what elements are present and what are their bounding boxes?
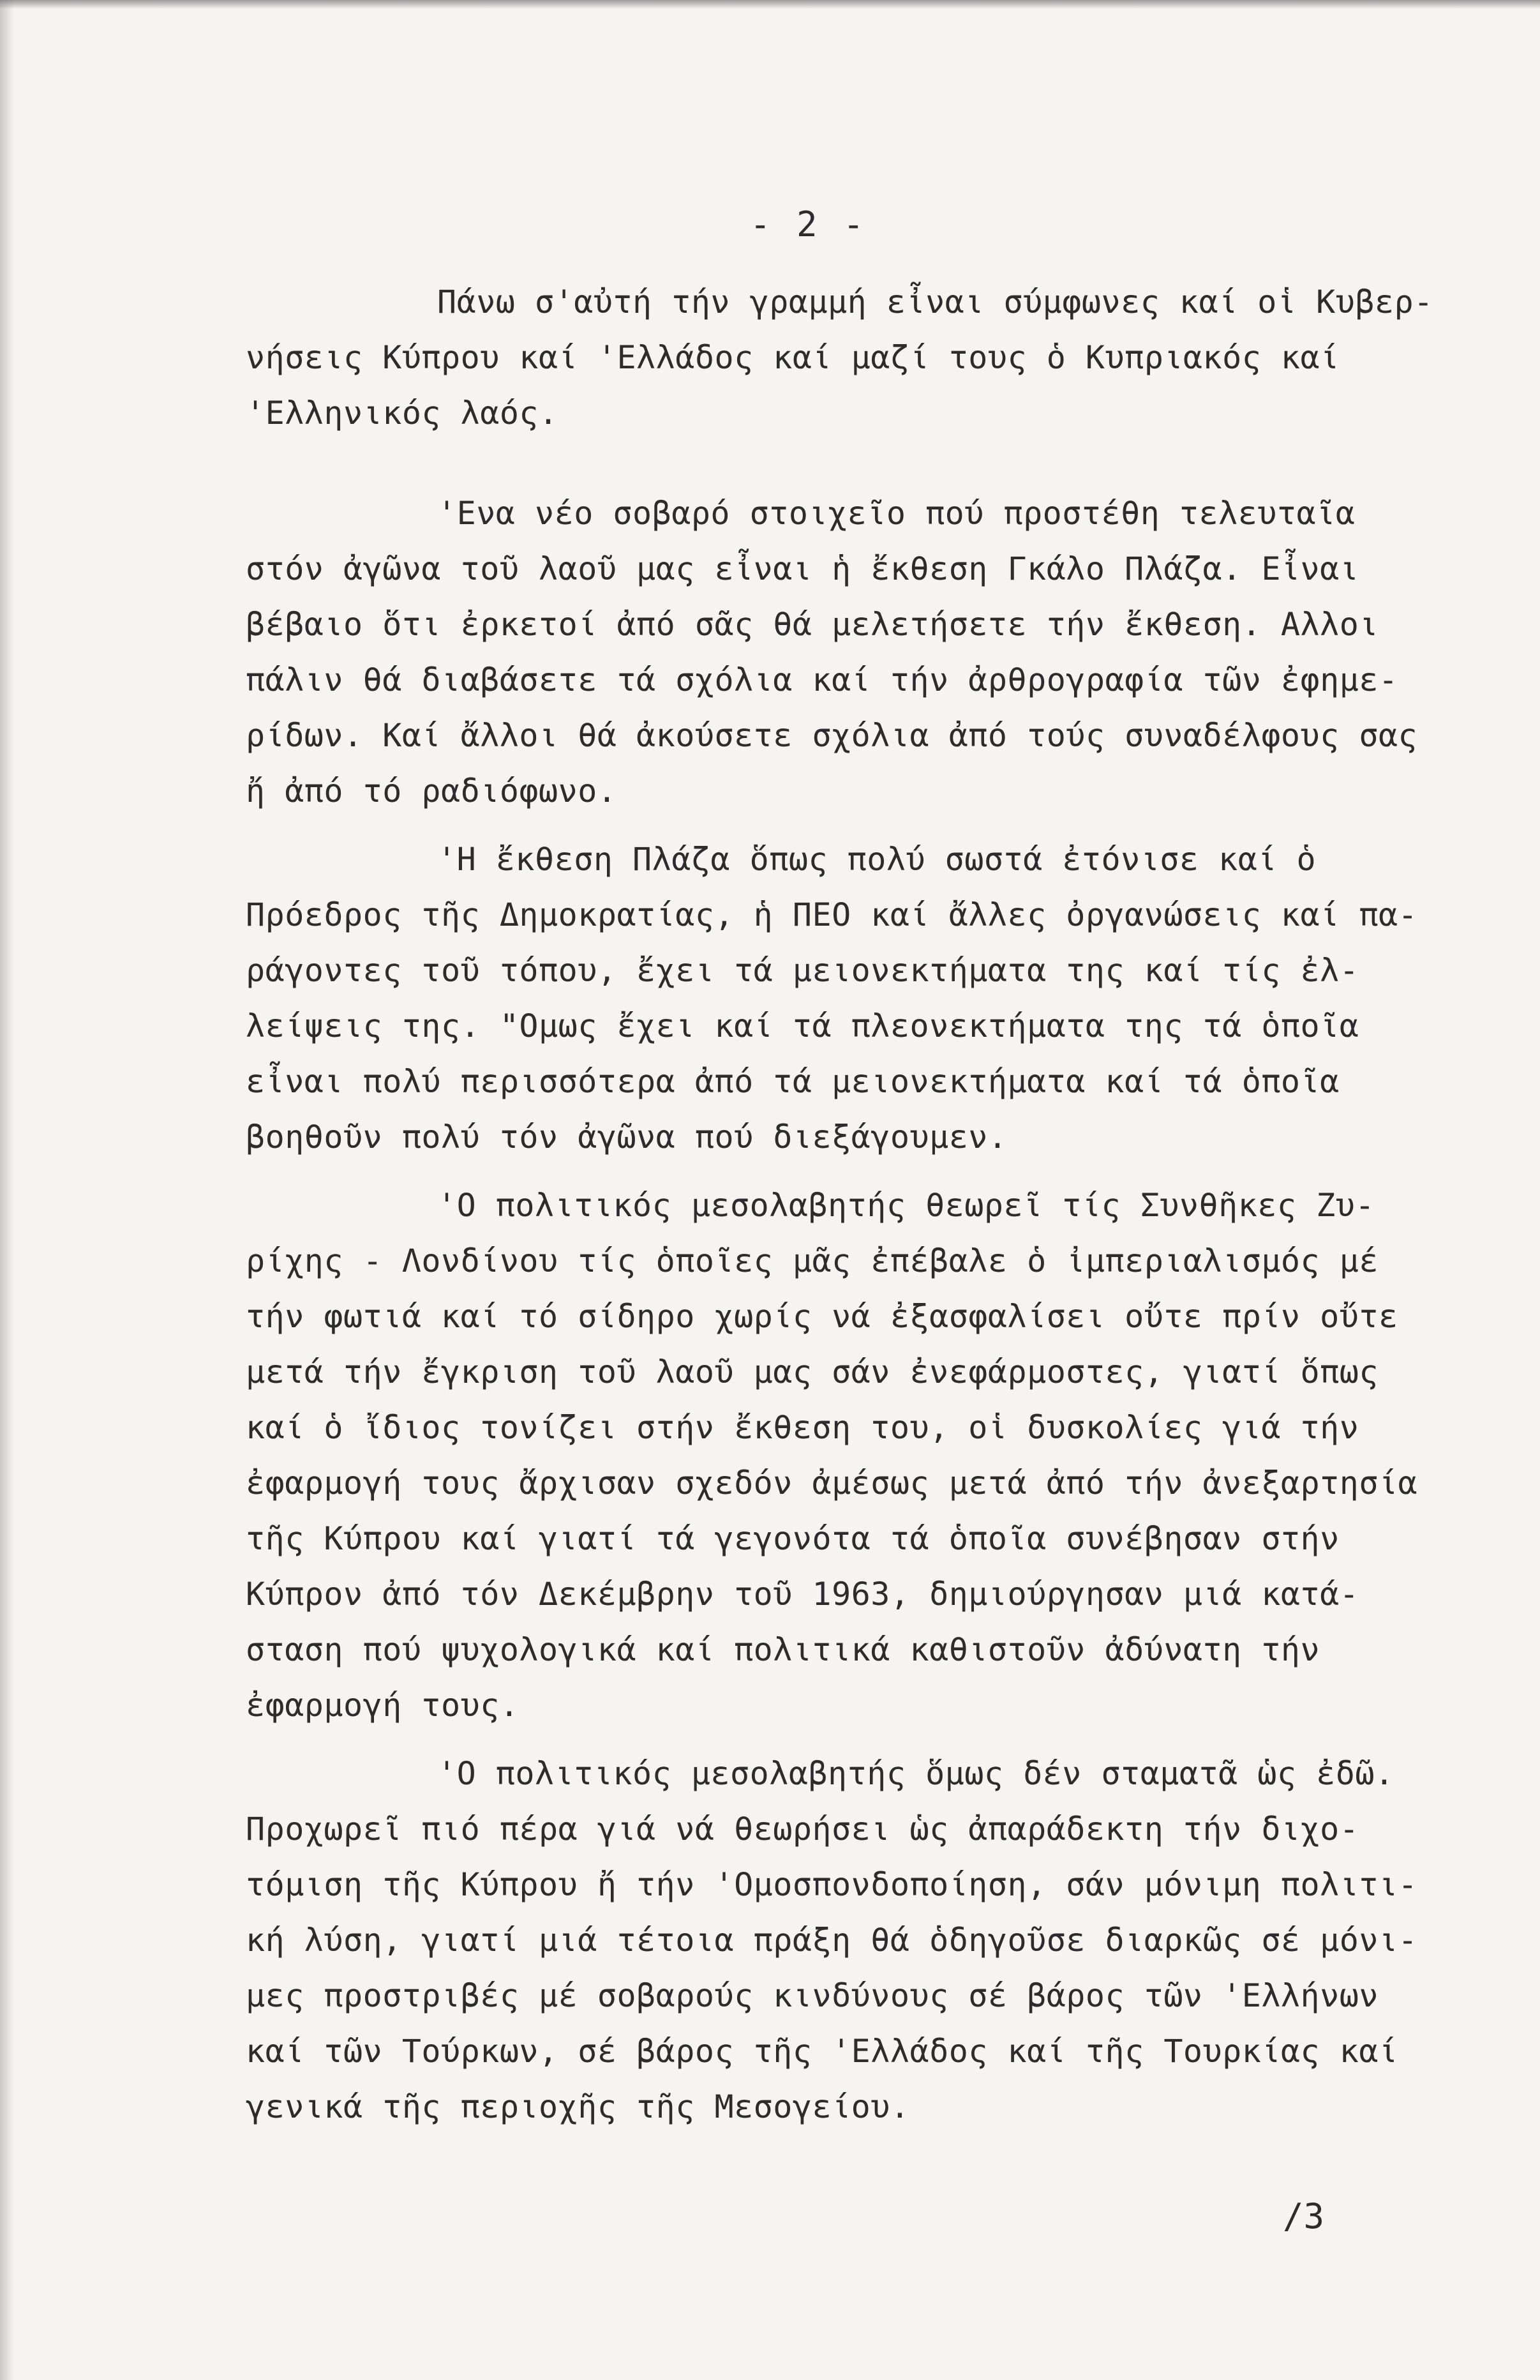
text-line: 'Η ἔκθεση Πλάζα ὅπως πολύ σωστά ἐτόνισε καί ὁ xyxy=(437,841,1317,878)
paragraph-gap xyxy=(246,441,1446,486)
paragraph-4 xyxy=(246,1178,1446,1733)
text-line: Πρόεδρος τῆς Δημοκρατίας, ἡ ΠΕΟ καί ἄλλες ὀργανώσεις καί πα- xyxy=(246,896,1418,933)
text-line: τόμιση τῆς Κύπρου ἤ τήν 'Ομοσπονδοποίηση, σάν μόνιμη πολιτι- xyxy=(246,1866,1418,1903)
text-line: Πάνω σ'αὐτή τήν γραμμή εἶναι σύμφωνες καί οἱ Κυβερ- xyxy=(437,283,1433,320)
text-line: εἶναι πολύ περισσότερα ἀπό τά μειονεκτήματα καί τά ὁποῖα xyxy=(246,1063,1340,1100)
text-line: ἐφαρμογή τους. xyxy=(246,1687,520,1724)
text-line: 'Ο πολιτικός μεσολαβητής ὅμως δέν σταματᾶ ὡς ἐδῶ. xyxy=(437,1755,1394,1792)
body-text xyxy=(246,275,1446,2135)
text-line: ἐφαρμογή τους ἄρχισαν σχεδόν ἀμέσως μετά ἀπό τήν ἀνεξαρτησία xyxy=(246,1465,1418,1502)
text-line: στόν ἀγῶνα τοῦ λαοῦ μας εἶναι ἡ ἔκθεση Γκάλο Πλάζα. Εἶναι xyxy=(246,550,1359,587)
paragraph-5 xyxy=(246,1746,1446,2135)
text-line: ράγοντες τοῦ τόπου, ἔχει τά μειονεκτήματα της καί τίς ἐλ- xyxy=(246,952,1359,989)
scan-edge-top xyxy=(0,0,1540,9)
text-line: καί ὁ ἴδιος τονίζει στήν ἔκθεση του, οἱ δυσκολίες γιά τήν xyxy=(246,1409,1359,1446)
text-line: ρίχης - Λονδίνου τίς ὁποῖες μᾶς ἐπέβαλε ὁ ἰμπεριαλισμός μέ xyxy=(246,1242,1379,1279)
text-line: τήν φωτιά καί τό σίδηρο χωρίς νά ἐξασφαλίσει οὔτε πρίν οὔτε xyxy=(246,1298,1398,1335)
text-line: 'Ελληνικός λαός. xyxy=(246,395,558,432)
text-line: 'Ενα νέο σοβαρό στοιχεῖο πού προστέθη τελευταῖα xyxy=(437,495,1356,532)
paragraph-3 xyxy=(246,832,1446,1165)
paragraph-1 xyxy=(246,275,1446,441)
text-line: σταση πού ψυχολογικά καί πολιτικά καθιστοῦν ἀδύνατη τήν xyxy=(246,1631,1320,1668)
text-line: βέβαιο ὅτι ἐρκετοί ἀπό σᾶς θά μελετήσετε τήν ἔκθεση. Αλλοι xyxy=(246,606,1379,643)
text-line: τῆς Κύπρου καί γιατί τά γεγονότα τά ὁποῖα συνέβησαν στήν xyxy=(246,1520,1340,1557)
paragraph-gap xyxy=(246,1733,1446,1746)
text-line: 'Ο πολιτικός μεσολαβητής θεωρεῖ τίς Συνθῆκες Ζυ- xyxy=(437,1187,1375,1224)
text-line: λείψεις της. "Ομως ἔχει καί τά πλεονεκτήματα της τά ὁποῖα xyxy=(246,1007,1359,1044)
text-line: ρίδων. Καί ἄλλοι θά ἀκούσετε σχόλια ἀπό τούς συναδέλφους σας xyxy=(246,717,1418,754)
text-line: Προχωρεῖ πιό πέρα γιά νά θεωρήσει ὡς ἀπαράδεκτη τήν διχο- xyxy=(246,1811,1359,1848)
continuation-mark: /3 xyxy=(1283,2196,1325,2236)
text-line: καί τῶν Τούρκων, σέ βάρος τῆς 'Ελλάδος καί τῆς Τουρκίας καί xyxy=(246,2033,1398,2070)
text-line: κή λύση, γιατί μιά τέτοια πράξη θά ὁδηγοῦσε διαρκῶς σέ μόνι- xyxy=(246,1922,1418,1959)
paragraph-gap xyxy=(246,1165,1446,1178)
text-line: ἤ ἀπό τό ραδιόφωνο. xyxy=(246,772,617,810)
paragraph-2 xyxy=(246,486,1446,819)
text-line: μετά τήν ἔγκριση τοῦ λαοῦ μας σάν ἐνεφάρμοστες, γιατί ὅπως xyxy=(246,1353,1379,1390)
text-line: πάλιν θά διαβάσετε τά σχόλια καί τήν ἀρθρογραφία τῶν ἐφημε- xyxy=(246,661,1398,698)
text-line: μες προστριβές μέ σοβαρούς κινδύνους σέ βάρος τῶν 'Ελλήνων xyxy=(246,1977,1379,2014)
page-number: - 2 - xyxy=(750,204,867,245)
text-line: Κύπρον ἀπό τόν Δεκέμβρην τοῦ 1963, δημιούργησαν μιά κατά- xyxy=(246,1576,1359,1613)
paragraph-gap xyxy=(246,819,1446,832)
text-line: νήσεις Κύπρου καί 'Ελλάδος καί μαζί τους ὁ Κυπριακός καί xyxy=(246,339,1340,376)
text-line: γενικά τῆς περιοχῆς τῆς Μεσογείου. xyxy=(246,2088,910,2125)
scan-edge-left xyxy=(0,0,14,2380)
text-line: βοηθοῦν πολύ τόν ἀγῶνα πού διεξάγουμεν. xyxy=(246,1118,1008,1156)
